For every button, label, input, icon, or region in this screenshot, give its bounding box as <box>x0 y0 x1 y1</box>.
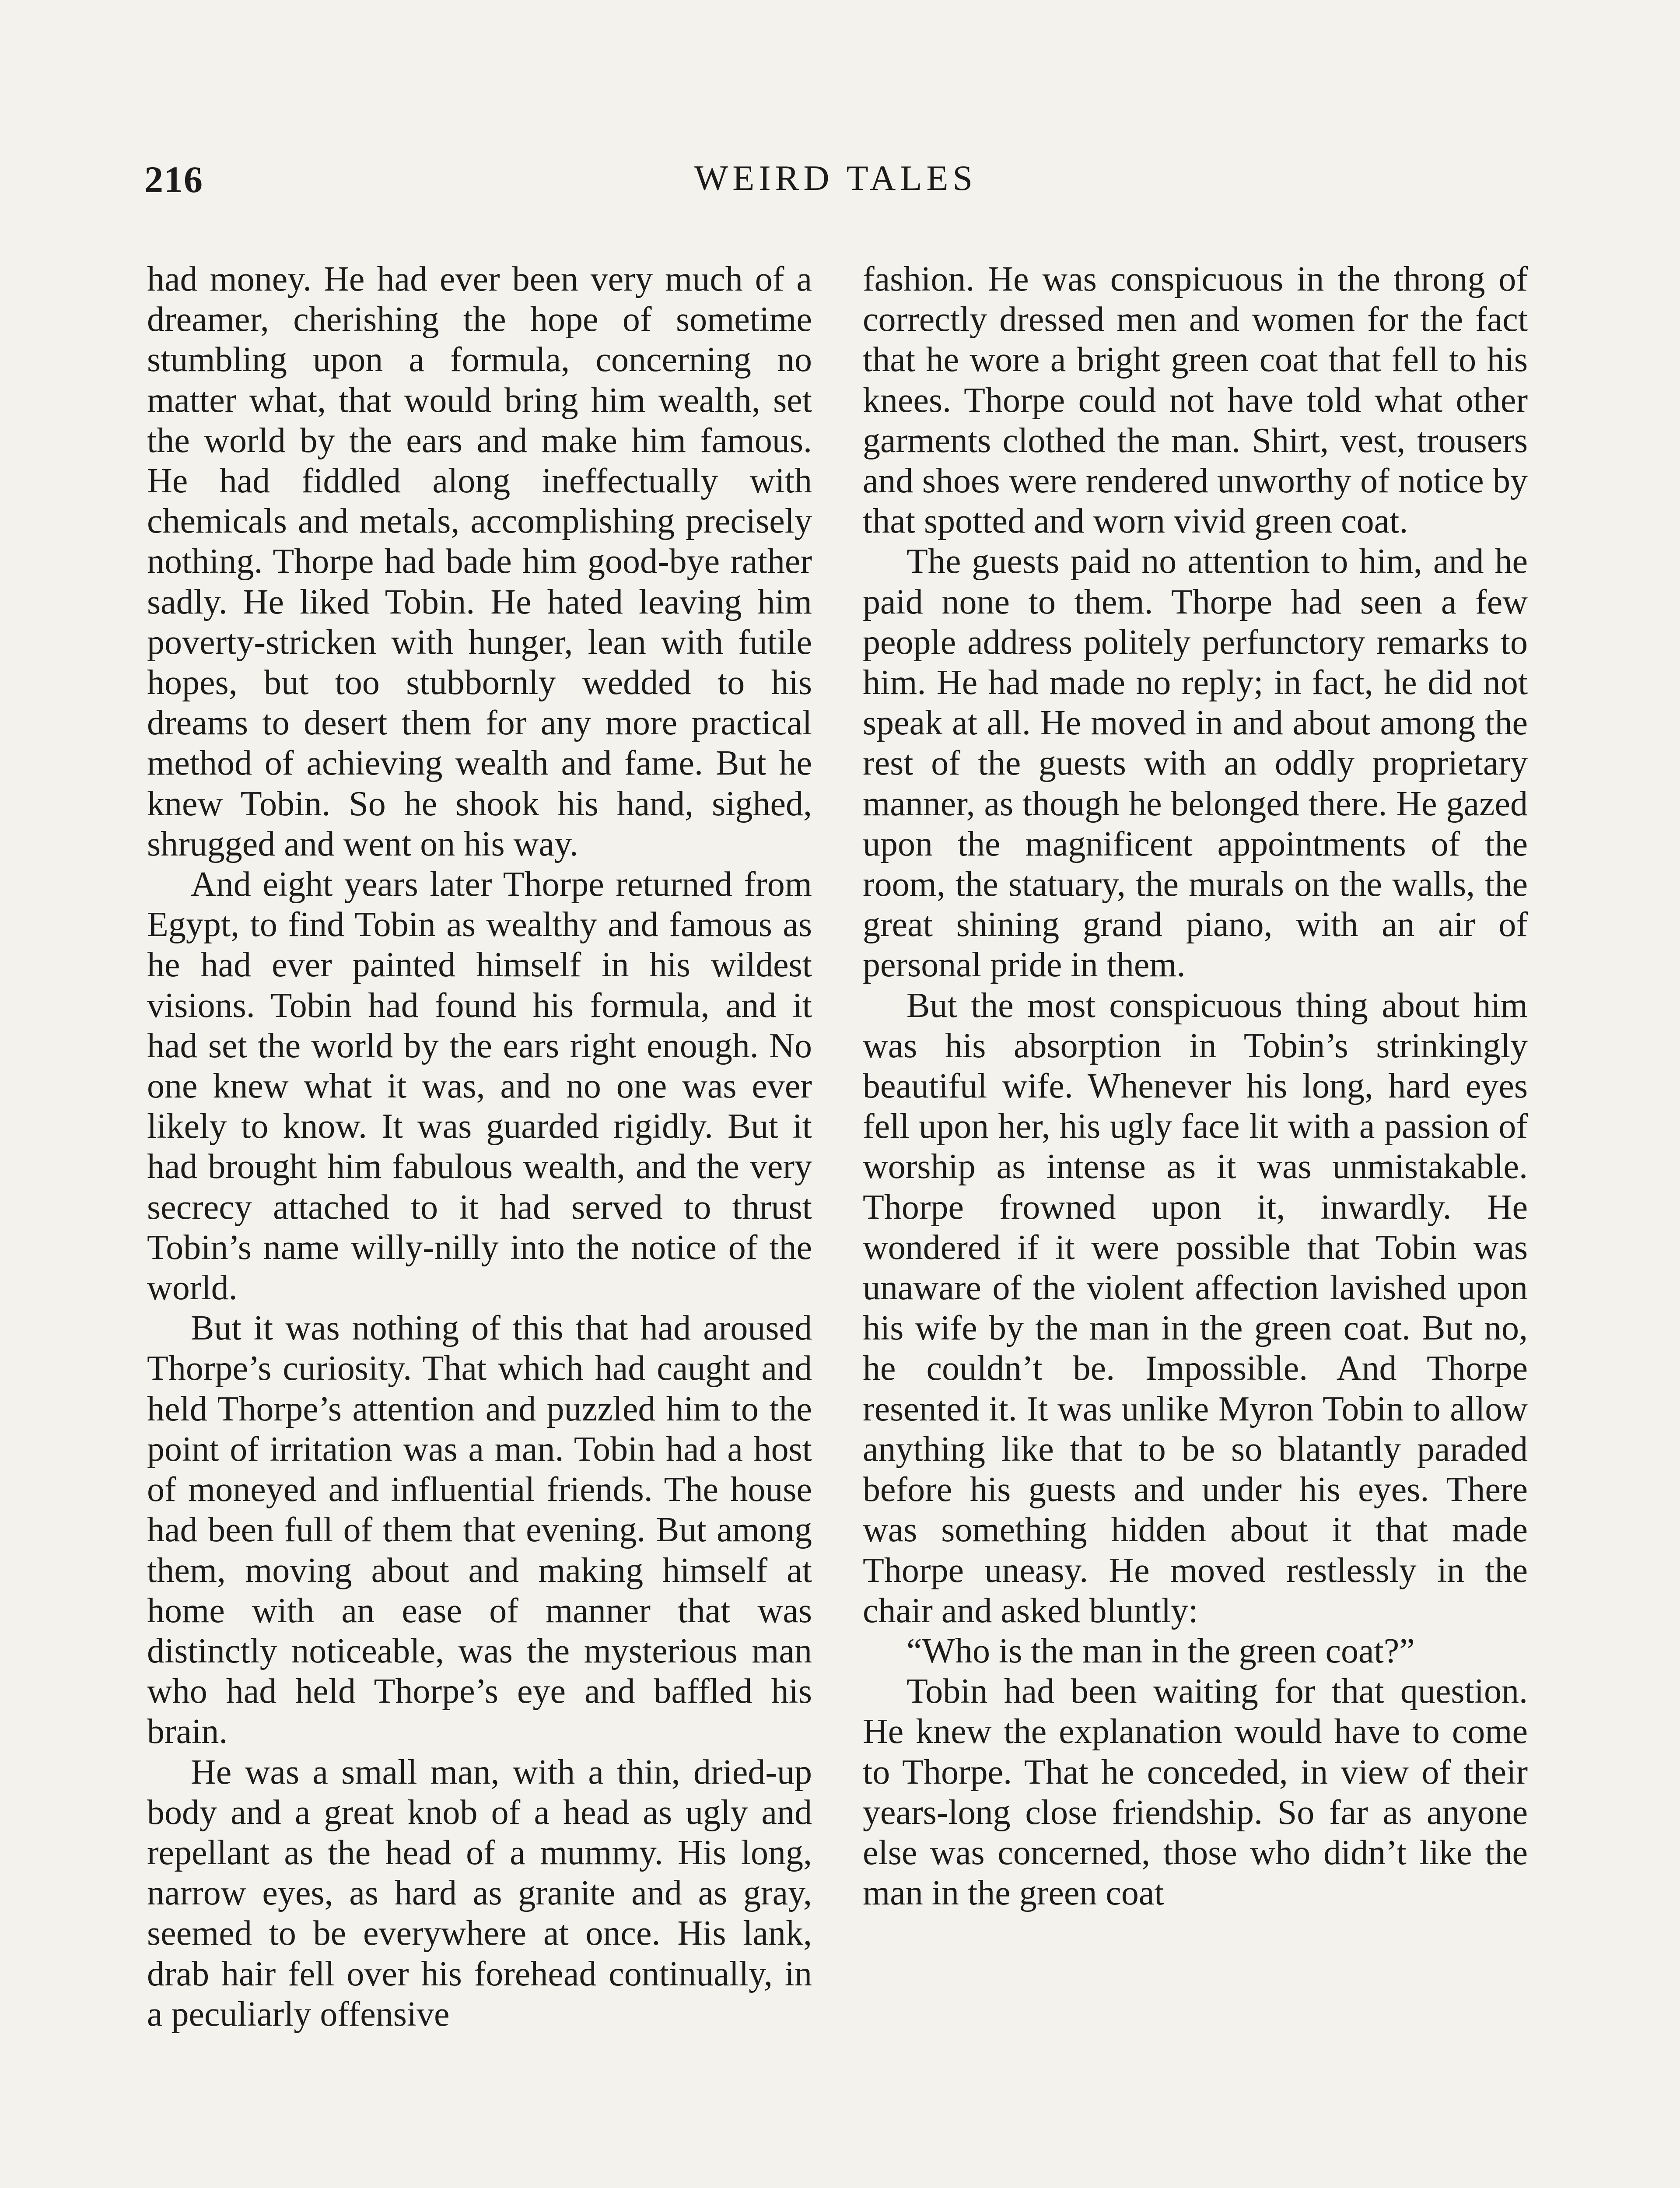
paragraph: But it was nothing of this that had aroused Thorpe’s curiosity. That which had caught and held Thorpe’s attention and puzzled him to the point of irritation was a man. Tobin had a host of moneyed and influential friends. The house had been full of them that evening. But among them, moving about and making himself at home with an ease of manner that was distinctly noticeable, was the mysterious man who had held Thorpe’s eye and baffled his brain. <box>147 1309 812 1751</box>
paragraph: And eight years later Thorpe returned from Egypt, to find Tobin as wealthy and famous as he had ever painted himself in his wildest visions. Tobin had found his formula, and it had set the world by the ears right enough. No one knew what it was, and no one was ever likely to know. It was guarded rigidly. But it had brought him fabulous wealth, and the very secrecy attached to it had served to thrust Tobin’s name willy-nilly into the notice of the world. <box>147 865 812 1308</box>
page-number: 216 <box>144 158 203 200</box>
right-text-column <box>863 259 1528 1913</box>
running-head: WEIRD TALES <box>694 158 977 198</box>
paragraph: He was a small man, with a thin, dried-up body and a great knob of a head as ugly and repellant as the head of a mummy. His long, narrow eyes, as hard as granite and as gray, seemed to be everywhere at once. His lank, drab hair fell over his forehead continually, in a peculiarly offensive <box>147 1753 812 2034</box>
paragraph: The guests paid no attention to him, and he paid none to them. Thorpe had seen a few people address politely perfunctory remarks to him. He had made no reply; in fact, he did not speak at all. He moved in and about among the rest of the guests with an oddly proprietary manner, as though he belonged there. He gazed upon the magnificent appointments of the room, the statuary, the murals on the walls, the great shining grand piano, with an air of personal pride in them. <box>863 542 1528 985</box>
paragraph: fashion. He was conspicuous in the throng of correctly dressed men and women for the fact that he wore a bright green coat that fell to his knees. Thorpe could not have told what other garments clothed the man. Shirt, vest, trousers and shoes were rendered unworthy of notice by that spotted and worn vivid green coat. <box>863 260 1528 541</box>
paragraph: Tobin had been waiting for that question. He knew the explanation would have to come to Thorpe. That he conceded, in view of their years-long close friendship. So far as anyone else was concerned, those who didn’t like the man in the green coat <box>863 1672 1528 1913</box>
left-text-column <box>147 259 812 2034</box>
paragraph: But the most conspicuous thing about him was his absorption in Tobin’s strinkingly beautiful wife. Whenever his long, hard eyes fell upon her, his ugly face lit with a passion of worship as intense as it was unmistakable. Thorpe frowned upon it, inwardly. He wondered if it were possible that Tobin was unaware of the violent affection lavished upon his wife by the man in the green coat. But no, he couldn’t be. Impossible. And Thorpe resented it. It was unlike Myron Tobin to allow anything like that to be so blatantly paraded before his guests and under his eyes. There was something hidden about it that made Thorpe uneasy. He moved restlessly in the chair and asked bluntly: <box>863 986 1528 1630</box>
page-header <box>144 158 1527 210</box>
paragraph: had money. He had ever been very much of a dreamer, cherishing the hope of sometime stumbling upon a formula, concerning no matter what, that would bring him wealth, set the world by the ears and make him famous. He had fiddled along ineffectually with chemicals and metals, accomplishing precisely nothing. Thorpe had bade him good-bye rather sadly. He liked Tobin. He hated leaving him poverty-stricken with hunger, lean with futile hopes, but too stubbornly wedded to his dreams to desert them for any more practical method of achieving wealth and fame. But he knew Tobin. So he shook his hand, sighed, shrugged and went on his way. <box>147 260 812 863</box>
paragraph: “Who is the man in the green coat?” <box>906 1631 1415 1670</box>
